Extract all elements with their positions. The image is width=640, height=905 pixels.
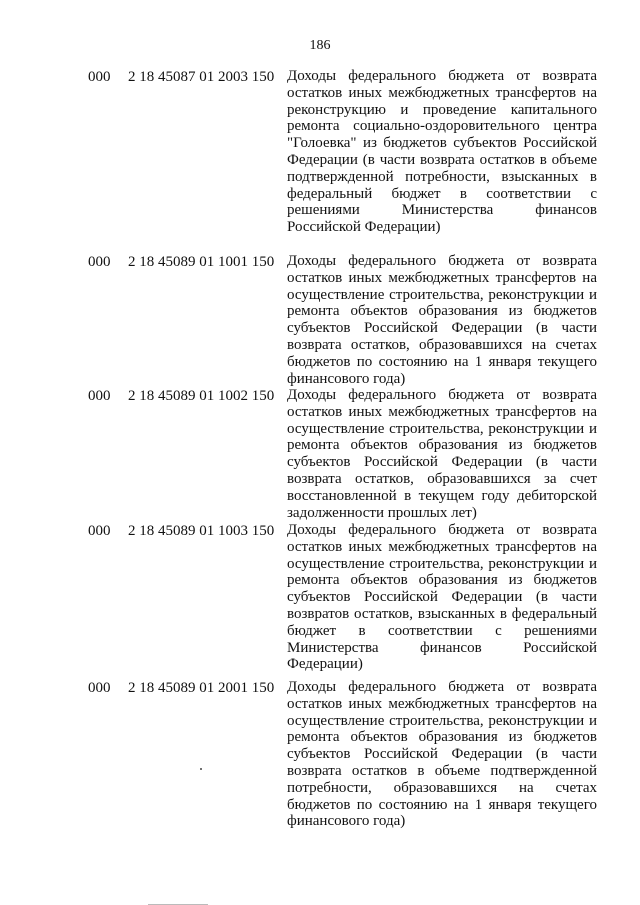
table-row [0,522,640,679]
table-row [0,68,640,253]
admin-code: 000 [88,680,111,696]
admin-code: 000 [88,254,111,270]
admin-code: 000 [88,523,111,539]
budget-classification-code: 2 18 45089 01 1003 150 [128,523,275,539]
page-number: 186 [309,38,331,53]
revenue-description: Доходы федерального бюджета от возврата остатков иных межбюджетных трансфертов на осуществление строительства, реконструкции и ремонта объектов образования из бюджетов субъектов Российской Федерации (в части возврата остатков, образовавшихся за счет восстановленной в текущем году дебиторской задолженности прошлых лет) [287,387,597,521]
table-row [0,387,640,522]
admin-code: 000 [88,388,111,404]
budget-classification-code: 2 18 45089 01 1001 150 [128,254,275,270]
budget-classification-code: 2 18 45089 01 1002 150 [128,388,275,404]
table-row [0,253,640,387]
revenue-description: Доходы федерального бюджета от возврата остатков иных межбюджетных трансфертов на осуществление строительства, реконструкции и ремонта объектов образования из бюджетов субъектов Российской Федерации (в части возврата остатков в объеме подтвержденной потребности, образовавшихся на счетах бюджетов по состоянию на 1 января текущего финансового года) [287,679,597,830]
revenue-description: Доходы федерального бюджета от возврата остатков иных межбюджетных трансфертов на осуществление строительства, реконструкции и ремонта объектов образования из бюджетов субъектов Российской Федерации (в части возвратов остатков, взысканных в федеральный бюджет в соответствии с решениями Министерства финансов Российской Федерации) [287,522,597,673]
budget-classification-code: 2 18 45087 01 2003 150 [128,69,275,85]
revenue-description: Доходы федерального бюджета от возврата остатков иных межбюджетных трансфертов на реконструкцию и проведение капитального ремонта социально-оздоровительного центра "Голоевка" из бюджетов субъектов Российской Федерации (в части возврата остатков в объеме подтвержденной потребности, взысканных в федеральный бюджет в соответствии с решениями Министерства финансов Российской Федерации) [287,68,597,236]
revenue-description: Доходы федерального бюджета от возврата остатков иных межбюджетных трансфертов на осуществление строительства, реконструкции и ремонта объектов образования из бюджетов субъектов Российской Федерации (в части возврата остатков, образовавшихся на счетах бюджетов по состоянию на 1 января текущего финансового года) [287,253,597,387]
budget-classification-code: 2 18 45089 01 2001 150 [128,680,275,696]
table-row [0,679,640,829]
scan-speck [200,768,202,770]
budget-classification-table [0,68,640,829]
admin-code: 000 [88,69,111,85]
